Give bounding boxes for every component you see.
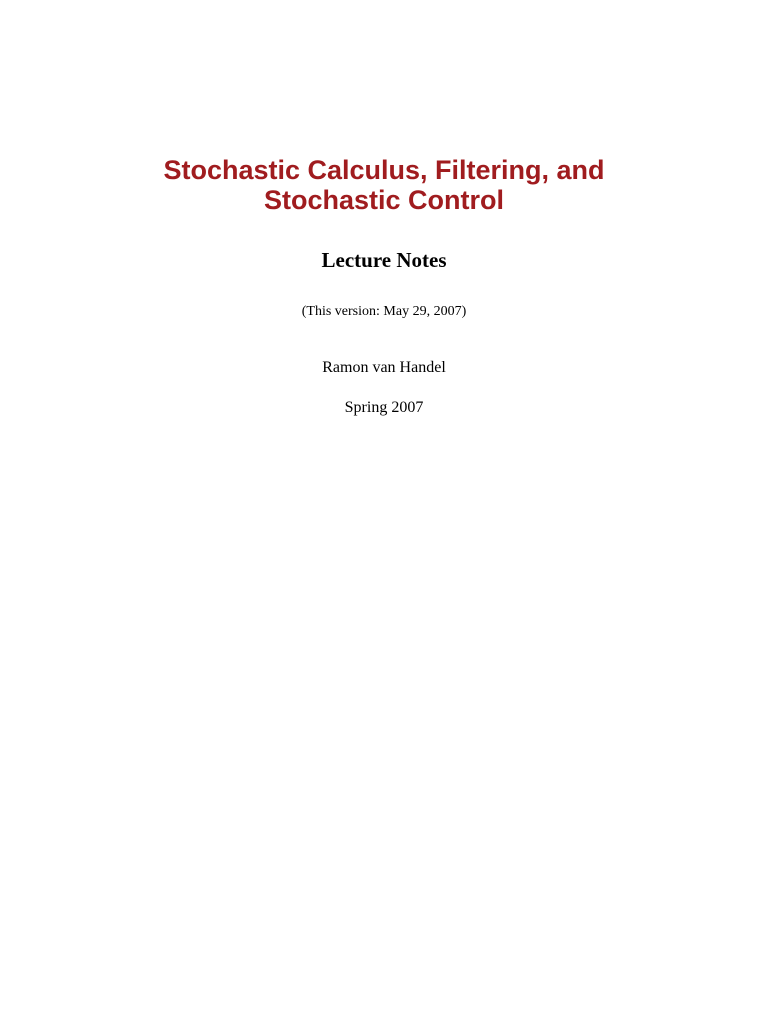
term-date: Spring 2007 <box>344 399 424 416</box>
document-title-line-1: Stochastic Calculus, Filtering, and <box>163 155 605 185</box>
document-title-line-2: Stochastic Control <box>263 185 505 215</box>
document-subtitle: Lecture Notes <box>321 248 447 272</box>
version-note: (This version: May 29, 2007) <box>301 304 467 319</box>
author-name: Ramon van Handel <box>322 359 446 376</box>
